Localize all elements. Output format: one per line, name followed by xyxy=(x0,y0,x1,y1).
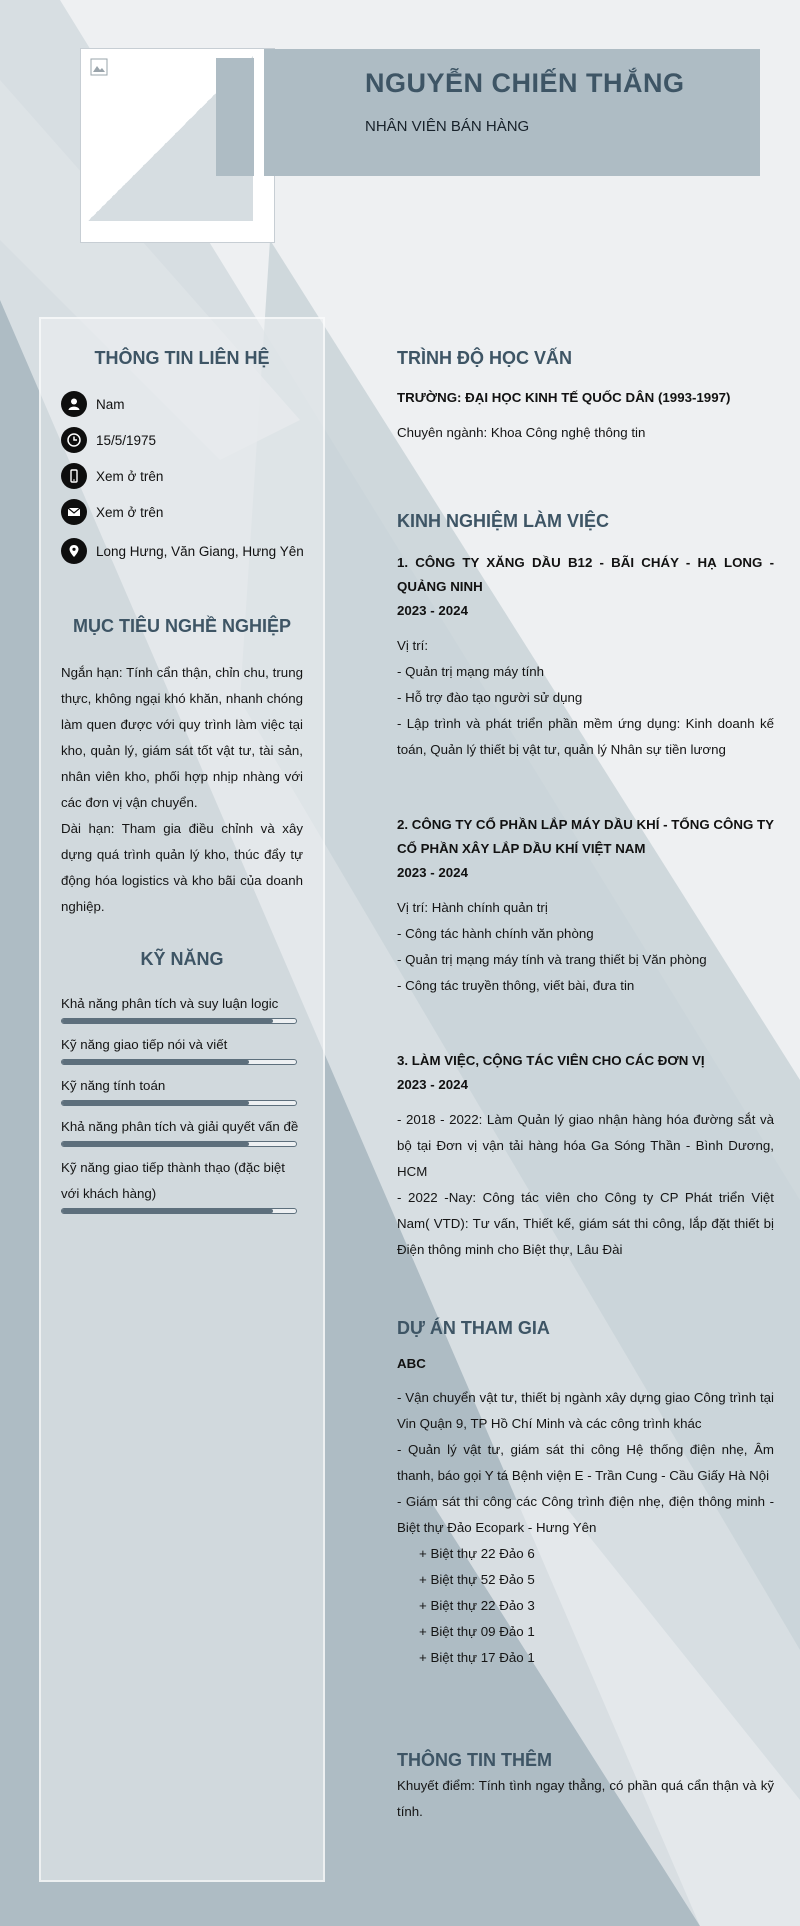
job-details xyxy=(397,895,774,999)
skill-bar xyxy=(61,1141,297,1147)
skill-label: Kỹ năng giao tiếp thành thạo (đặc biệt với khách hàng) xyxy=(61,1160,285,1201)
extra-info-title: THÔNG TIN THÊM xyxy=(397,1750,552,1770)
candidate-role: NHÂN VIÊN BÁN HÀNG xyxy=(365,118,530,135)
skill-label: Kỹ năng tính toán xyxy=(61,1078,166,1093)
skill-bar xyxy=(61,1100,297,1106)
education-school: TRƯỜNG: ĐẠI HỌC KINH TẾ QUỐC DÂN (1993-1997) xyxy=(397,390,731,405)
skill-bar-fill xyxy=(62,1209,273,1213)
contact-item-gender xyxy=(61,391,125,417)
job-detail-line: - 2022 -Nay: Công tác viên cho Công ty CP Phát triển Việt Nam( VTD): Tư vấn, Thiết kế, giám sát thi công, lắp đặt thiết bị Điện thông minh cho Biệt thự, Lâu Đài xyxy=(397,1190,774,1257)
project-detail-line: - Vận chuyển vật tư, thiết bị ngành xây dựng giao Công trình tại Vin Quận 9, TP Hồ Chí Minh và các công trình khác xyxy=(397,1390,774,1431)
contact-text: Xem ở trên xyxy=(96,504,164,520)
job-details xyxy=(397,633,774,763)
location-icon xyxy=(61,538,87,564)
job-period: 2023 - 2024 xyxy=(397,603,468,618)
job-detail-line: - Quản trị mạng máy tính và trang thiết bị Văn phòng xyxy=(397,952,707,967)
skill-label: Khả năng phân tích và suy luận logic xyxy=(61,996,279,1011)
extra-info-text: Khuyết điểm: Tính tình ngay thẳng, có phần quá cẩn thận và kỹ tính. xyxy=(397,1778,774,1819)
objective-long-term: Dài hạn: Tham gia điều chỉnh và xây dựng quá trình quản lý kho, thúc đẩy tự động hóa logistics và kho bãi của doanh nghiệp. xyxy=(61,821,303,914)
project-villa: + Biệt thự 09 Đảo 1 xyxy=(419,1624,535,1639)
email-icon xyxy=(61,499,87,525)
contact-text: Xem ở trên xyxy=(96,468,164,484)
contact-item-birthday xyxy=(61,427,156,453)
skill-bar-fill xyxy=(62,1019,273,1023)
skill-item xyxy=(61,1114,301,1147)
objective-short-term: Ngắn hạn: Tính cẩn thận, chỉn chu, trung thực, không ngại khó khăn, nhanh chóng làm quen được với quy trình làm việc tại kho, quản lý, giám sát tốt vật tư, tài sản, nhân viên kho, phối hợp nhịp nhàng với các đơn vị vận chuyển. xyxy=(61,665,303,810)
skill-bar-fill xyxy=(62,1101,249,1105)
avatar-accent-bar xyxy=(216,58,254,176)
skills-title: KỸ NĂNG xyxy=(140,949,224,969)
contact-text: Nam xyxy=(96,396,125,412)
project-villa: + Biệt thự 22 Đảo 3 xyxy=(419,1598,535,1613)
project-name: ABC xyxy=(397,1356,426,1371)
education-major: Chuyên ngành: Khoa Công nghệ thông tin xyxy=(397,425,646,440)
job-detail-line: - Công tác hành chính văn phòng xyxy=(397,926,594,941)
skill-bar-fill xyxy=(62,1142,249,1146)
job-detail-line: - 2018 - 2022: Làm Quản lý giao nhận hàng hóa đường sắt và bộ tại Đơn vị vận tải hàng hóa Ga Sóng Thần - Bình Dương, HCM xyxy=(397,1112,774,1179)
skill-item xyxy=(61,1073,301,1106)
project-villa: + Biệt thự 52 Đảo 5 xyxy=(419,1572,535,1587)
job-details xyxy=(397,1107,774,1263)
contact-item-phone xyxy=(61,463,163,489)
skill-bar xyxy=(61,1018,297,1024)
job-detail-line: Vị trí: xyxy=(397,638,429,653)
job-company: 3. LÀM VIỆC, CỘNG TÁC VIÊN CHO CÁC ĐƠN VỊ xyxy=(397,1053,705,1068)
job-detail-line: - Hỗ trợ đào tạo người sử dụng xyxy=(397,690,583,705)
phone-icon xyxy=(61,463,87,489)
job-detail-line: - Lập trình và phát triển phần mềm ứng dụng: Kinh doanh kế toán, Quản lý thiết bị vật tư, quản lý Nhân sự tiền lương xyxy=(397,716,774,757)
job-company: 1. CÔNG TY XĂNG DẦU B12 - BÃI CHÁY - HẠ LONG - QUẢNG NINH xyxy=(397,555,774,594)
projects-title: DỰ ÁN THAM GIA xyxy=(397,1318,550,1338)
skill-item xyxy=(61,1155,301,1214)
job-company: 2. CÔNG TY CỔ PHẦN LẮP MÁY DẦU KHÍ - TỔNG CÔNG TY CỔ PHẦN XÂY LẮP DẦU KHÍ VIỆT NAM xyxy=(397,817,774,856)
job-period: 2023 - 2024 xyxy=(397,1077,468,1092)
objective-title: MỤC TIÊU NGHỀ NGHIỆP xyxy=(72,616,291,636)
skill-item xyxy=(61,1032,301,1065)
candidate-name: NGUYỄN CHIẾN THẮNG xyxy=(365,68,685,98)
project-detail-line: - Giám sát thi công các Công trình điện nhẹ, điện thông minh - Biệt thự Đảo Ecopark - Hưng Yên xyxy=(397,1494,774,1535)
skill-label: Khả năng phân tích và giải quyết vấn đề xyxy=(61,1119,299,1134)
contact-item-address xyxy=(61,538,304,564)
education-title: TRÌNH ĐỘ HỌC VẤN xyxy=(397,348,572,368)
contact-item-email xyxy=(61,499,163,525)
contact-text: Long Hưng, Văn Giang, Hưng Yên xyxy=(96,543,304,559)
project-details xyxy=(397,1385,774,1671)
contact-text: 15/5/1975 xyxy=(96,432,157,448)
job-detail-line: - Quản trị mạng máy tính xyxy=(397,664,545,679)
skill-label: Kỹ năng giao tiếp nói và viết xyxy=(61,1037,228,1052)
project-detail-line: - Quản lý vật tư, giám sát thi công Hệ thống điện nhẹ, Âm thanh, báo gọi Y tá Bệnh viện E - Trần Cung - Cầu Giấy Hà Nội xyxy=(397,1442,774,1483)
skill-bar xyxy=(61,1208,297,1214)
experience-title: KINH NGHIỆM LÀM VIỆC xyxy=(397,511,610,531)
project-villa: + Biệt thự 22 Đảo 6 xyxy=(419,1546,535,1561)
contact-title: THÔNG TIN LIÊN HỆ xyxy=(94,348,270,368)
skill-bar xyxy=(61,1059,297,1065)
job-detail-line: Vị trí: Hành chính quản trị xyxy=(397,900,548,915)
skill-bar-fill xyxy=(62,1060,249,1064)
job-period: 2023 - 2024 xyxy=(397,865,468,880)
job-detail-line: - Công tác truyền thông, viết bài, đưa tin xyxy=(397,978,635,993)
user-icon xyxy=(61,391,87,417)
broken-image-icon xyxy=(90,58,108,76)
project-villa: + Biệt thự 17 Đảo 1 xyxy=(419,1650,535,1665)
skill-item xyxy=(61,991,301,1024)
clock-icon xyxy=(61,427,87,453)
